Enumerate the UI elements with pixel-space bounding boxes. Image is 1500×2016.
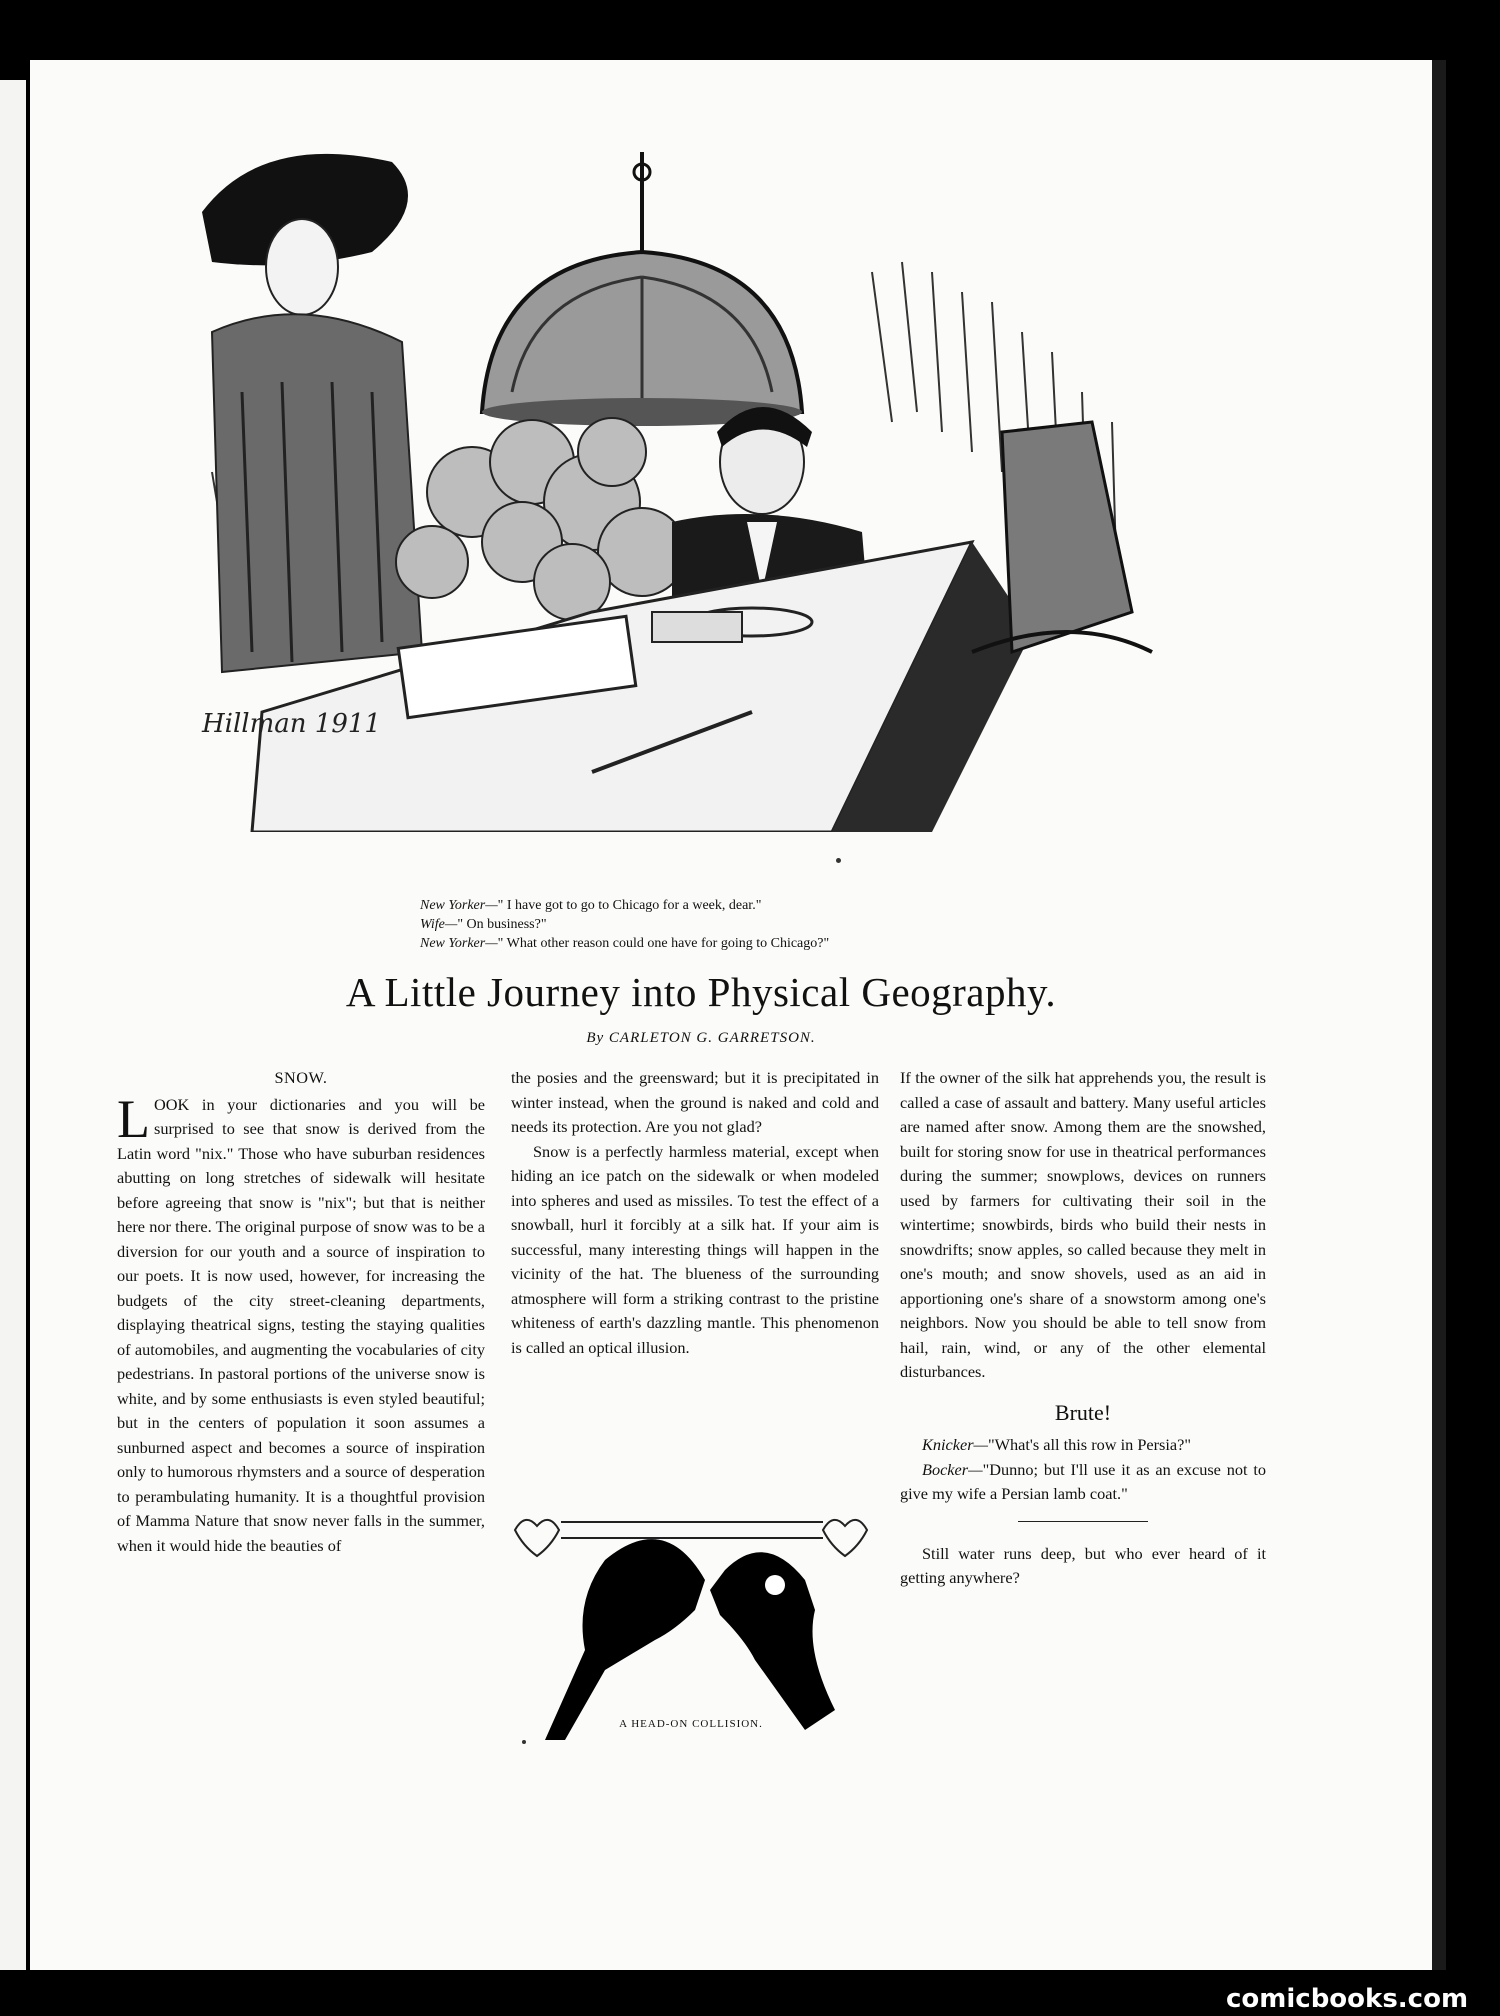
caption-line-2: Wife—" On business?": [420, 917, 547, 932]
page-edge-shadow: [1432, 60, 1446, 1970]
joke-line-1: Knicker—"What's all this row in Persia?": [922, 1435, 1191, 1454]
joke-line-2: Bocker—"Dunno; but I'll use it as an excuse not to give my wife a Persian lamb coat.": [900, 1459, 1266, 1503]
flower-bouquet: [396, 418, 686, 620]
divider-rule: [1018, 1521, 1148, 1522]
paragraph: Snow is a perfectly harmless material, except when hiding an ice patch on the sidewalk or when modeled into spheres and used as missiles. To test the effect of a snowball, hurl it forcibly at a silk hat. If your aim is successful, many interesting things will happen in the vicinity of the hat. The blueness of the surrounding atmosphere will form a striking contrast to the pristine whiteness of earth's dazzling mantle. This phenomenon is called an optical illusion.: [511, 1141, 879, 1357]
caption-line-3: New Yorker—" What other reason could one have for going to Chicago?": [420, 936, 830, 951]
article-title: A Little Journey into Physical Geography.: [345, 969, 1057, 1015]
binding-edge: [0, 80, 26, 1970]
illustration: [172, 92, 1282, 832]
column-1: [117, 1066, 485, 1558]
watermark: comicbooks.com: [1226, 1984, 1469, 2014]
brute-heading: Brute!: [1054, 1399, 1112, 1425]
section-heading: SNOW.: [274, 1068, 328, 1087]
print-speck: [522, 1740, 526, 1744]
hanging-lamp: [482, 152, 802, 426]
article-byline: By CARLETON G. GARRETSON.: [586, 1030, 816, 1046]
caption-line-1: New Yorker—" I have got to go to Chicago for a week, dear.": [420, 898, 762, 913]
column-3: [900, 1066, 1266, 1591]
silhouette-vignette: [505, 1490, 877, 1740]
hair-flower: [765, 1575, 785, 1595]
woman-figure: [202, 154, 422, 672]
paragraph: the posies and the greensward; but it is precipitated in winter instead, when the ground is naked and cold and needs its protection. Are you not glad?: [511, 1068, 879, 1136]
artist-signature: Hillman 1911: [202, 709, 381, 739]
illustration-caption: [420, 896, 1140, 953]
vignette-caption: A HEAD-ON COLLISION.: [619, 1718, 763, 1730]
paragraph: If the owner of the silk hat apprehends you, the result is called a case of assault and battery. Many useful articles are named after snow. Among them are the snowshed, built for storing snow for use in theatrical performances during the summer; snowplows, devices on runners used by farmers for cultivating their soil in the wintertime; snowbirds, birds who build their nests in snowdrifts; snow apples, so called because they melt in one's mouth; and snow shovels, used as an aid in apportioning one's share of a snowstorm among one's neighbors. Now you should be able to tell snow from hail, rain, wind, or any of the other elemental disturbances.: [900, 1068, 1266, 1381]
paragraph: LOOK in your dictionaries and you will be surprised to see that snow is derived from the Latin word "nix." Those who have suburban residences abutting on long stretches of sidewalk will hesitate before agreeing that snow is "nix"; but that is neither here nor there. The original purpose of snow was to be a diversion for our youth and a source of inspiration to our poets. It is now used, however, for increasing the budgets of the city street-cleaning departments, displaying theatrical signs, testing the staying qualities of automobiles, and augmenting the vocabularies of city pedestrians. In pastoral portions of the universe snow is white, and by some enthusiasts is even styled beautiful; but in the centers of population it soon assumes a sunburned aspect and becomes a source of inspiration only to humorous rhymsters and a source of desperation to perambulating humanity. It is a thoughtful provision of Mamma Nature that snow never falls in the summer, when it would hide the beauties of: [117, 1088, 485, 1555]
print-speck: [836, 858, 841, 863]
filler-joke: Still water runs deep, but who ever heard of it getting anywhere?: [900, 1543, 1266, 1587]
column-2: [511, 1066, 879, 1360]
kissing-silhouettes: [545, 1539, 835, 1740]
heart-border: [515, 1520, 867, 1556]
drop-cap: L: [117, 1088, 150, 1149]
